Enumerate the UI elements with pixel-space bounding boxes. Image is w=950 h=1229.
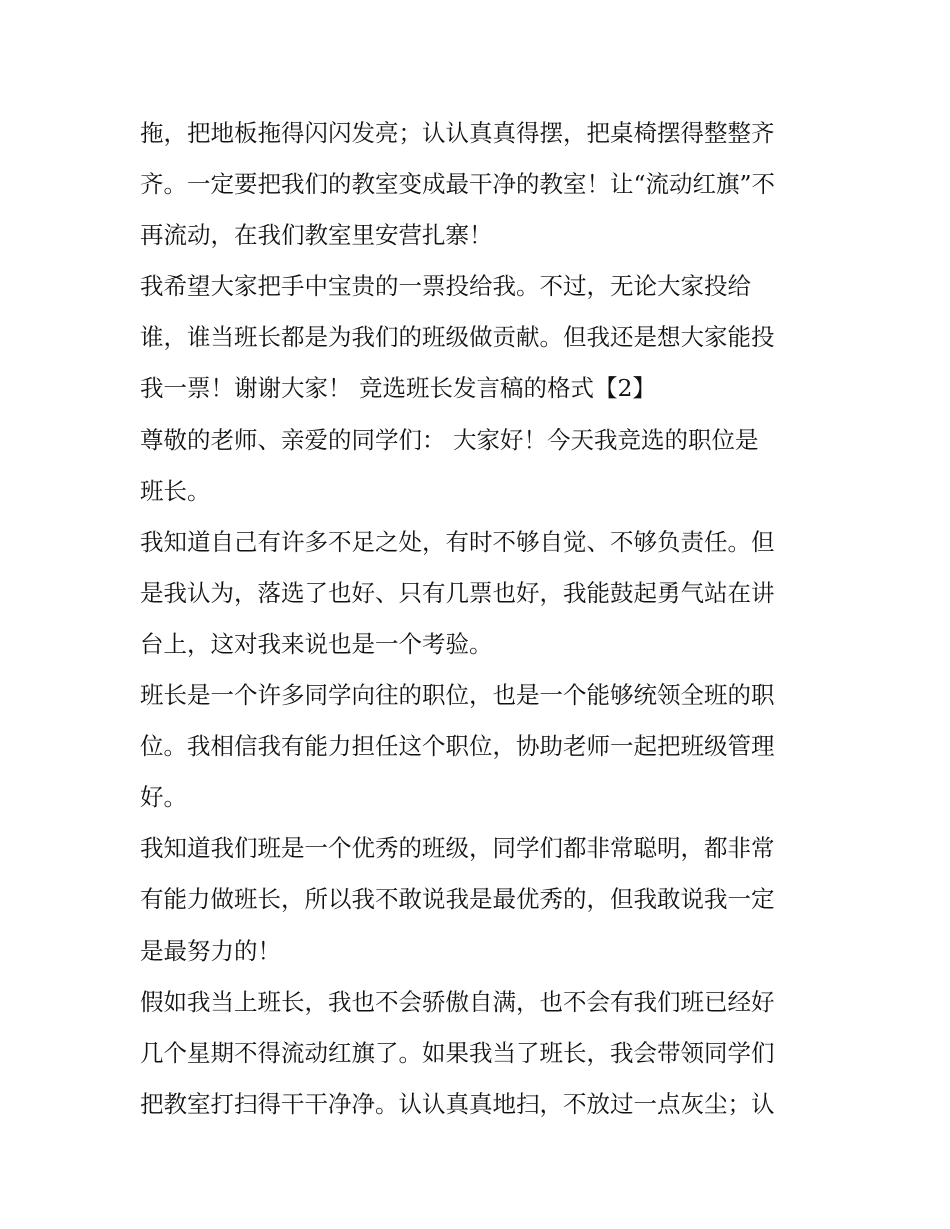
- text-line-19: 几个星期不得流动红旗了。如果我当了班长，我会带领同学们: [140, 1038, 775, 1067]
- text-line-1: 拖，把地板拖得闪闪发亮；认认真真得摆，把桌椅摆得整整齐: [140, 119, 775, 147]
- text-line-5: 谁，谁当班长都是为我们的班级做贡献。但我还是想大家能投: [140, 323, 775, 352]
- text-line-14: 好。: [140, 783, 187, 812]
- body-text: [140, 108, 820, 1130]
- text-line-9: 我知道自己有许多不足之处，有时不够自觉、不够负责任。但: [140, 527, 775, 556]
- text-line-3: 再流动，在我们教室里安营扎寨！: [140, 221, 493, 250]
- text-line-16: 有能力做班长，所以我不敢说我是最优秀的，但我敢说我一定: [140, 885, 775, 914]
- text-line-20: 把教室打扫得干干净净。认认真真地扫，不放过一点灰尘；认: [140, 1089, 775, 1118]
- text-line-2: 齐。一定要把我们的教室变成最干净的教室！让“流动红旗”不: [140, 170, 776, 199]
- text-line-15: 我知道我们班是一个优秀的班级，同学们都非常聪明，都非常: [140, 834, 775, 863]
- text-line-11: 台上，这对我来说也是一个考验。: [140, 629, 493, 658]
- text-line-7: 尊敬的老师、亲爱的同学们： 大家好！今天我竞选的职位是: [140, 425, 759, 454]
- text-line-4: 我希望大家把手中宝贵的一票投给我。不过，无论大家投给: [140, 272, 751, 301]
- text-line-17: 是最努力的！: [140, 936, 281, 965]
- text-line-18: 假如我当上班长，我也不会骄傲自满，也不会有我们班已经好: [140, 987, 775, 1016]
- text-line-8: 班长。: [140, 476, 211, 505]
- text-line-6: 我一票！谢谢大家！ 竞选班长发言稿的格式【2】: [140, 374, 656, 403]
- text-line-10: 是我认为，落选了也好、只有几票也好，我能鼓起勇气站在讲: [140, 578, 775, 607]
- text-line-13: 位。我相信我有能力担任这个职位，协助老师一起把班级管理: [140, 732, 775, 761]
- text-line-12: 班长是一个许多同学向往的职位，也是一个能够统领全班的职: [140, 681, 775, 710]
